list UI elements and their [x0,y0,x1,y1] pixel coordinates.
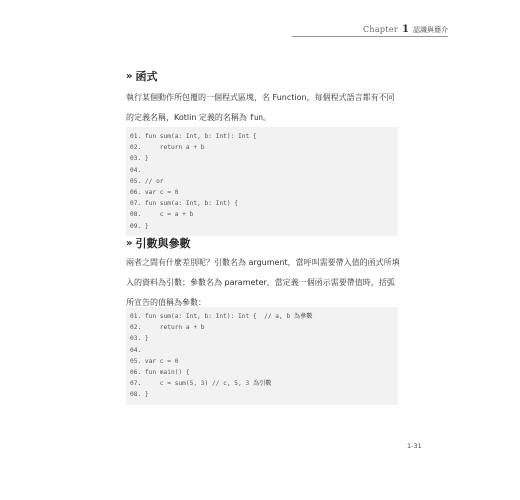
code-line [130,378,398,389]
code-text: 05. var c = 0 [130,357,179,365]
paragraph-text: 執行某個動作所包覆的一個程式區塊，名 Function，每個程式語言都有不同的定義名稱，Kotlin 定義的名稱為 [126,93,395,122]
code-line [130,333,398,344]
code-text: 08. } [130,391,149,399]
double-chevron-icon: » [126,237,131,249]
code-block-functions [126,127,398,236]
code-line: 03. } [130,155,149,163]
chapter-number: 1 [402,24,409,35]
code-text: 07. c = sum(5, 3) // c, 5, 3 [130,380,253,388]
section-heading-functions [126,68,157,84]
code-text: 02. return a + b [130,324,205,332]
code-line: 08. c = a + b [130,211,194,219]
code-line: 09. } [130,222,149,230]
code-line [130,389,398,400]
code-comment-note: 為引數 [252,380,272,388]
code-line: 02. return a + b [130,144,205,152]
section-title: 引數與參數 [135,237,191,250]
inline-code: fun [249,113,264,122]
double-chevron-icon: » [126,70,131,82]
code-line: 06. var c = 0 [130,188,179,196]
chapter-label: Chapter [362,25,399,34]
code-line: 05. // or [130,177,164,185]
code-line [130,356,398,367]
code-text: 06. fun main() { [130,368,190,376]
section-paragraph-functions [126,88,402,128]
chapter-title: 認識與簡介 [413,26,448,34]
paragraph-text-end: 。 [263,113,272,122]
code-text: 03. } [130,335,149,343]
code-line: 04. [130,166,142,174]
code-line [130,311,398,322]
code-line [130,367,398,378]
code-comment-note: 為參數 [293,313,313,320]
code-text: 01. fun sum(a: Int, b: Int): Int { // a, b [130,313,294,320]
running-header [363,24,448,35]
section-title: 函式 [135,70,158,83]
code-text: 04. [130,346,142,354]
code-line: 01. fun sum(a: Int, b: Int): Int { [130,133,257,140]
code-line: 07. fun sum(a: Int, b: Int) { [130,200,239,208]
section-paragraph-arguments: 兩者之間有什麼差別呢？引數名為 argument，當呼叫需要帶入值的函式所填入的資料為引數；參數名為 parameter，當定義一個函示需要帶值時，括弧所宣告的值稱為參數： [126,258,400,307]
code-block-arguments [126,307,398,405]
page-number: 1-31 [407,442,422,450]
header-rule [292,36,448,37]
section-heading-arguments-parameters [126,235,190,251]
code-line [130,322,398,333]
code-line [130,345,398,356]
